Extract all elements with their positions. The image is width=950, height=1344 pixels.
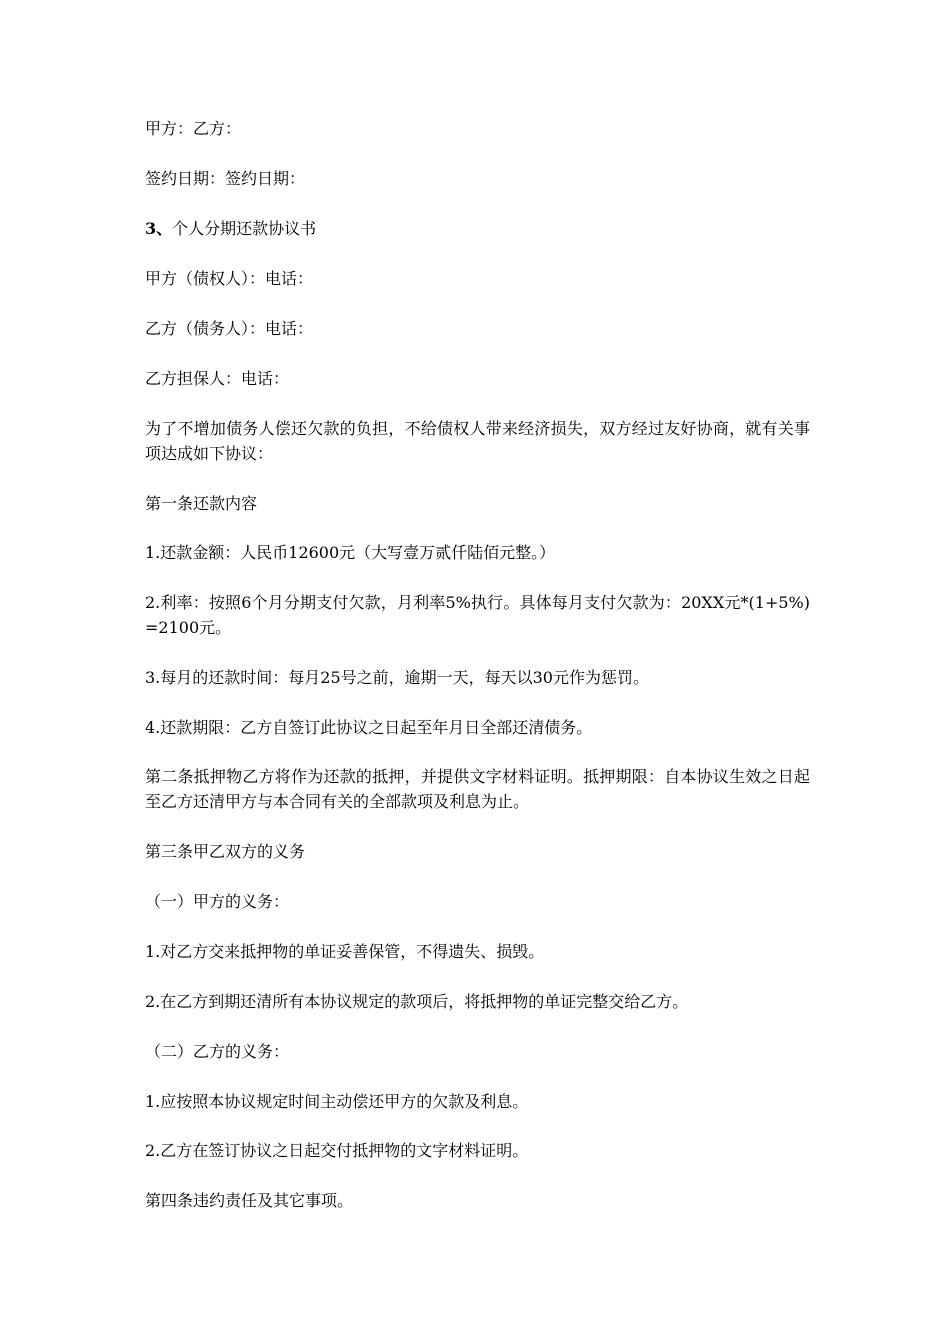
party-line: 甲方：乙方：: [145, 119, 242, 138]
document-page: [145, 0, 810, 1344]
guarantor-line: 乙方担保人：电话：: [145, 369, 290, 388]
party-b-duty-2: 2.乙方在签订协议之日起交付抵押物的文字材料证明。: [145, 1141, 529, 1160]
party-a-duty-1: 1.对乙方交来抵押物的单证妥善保管，不得遗失、损毁。: [145, 942, 545, 961]
creditor-line: 甲方（债权人）：电话：: [145, 269, 314, 288]
party-a-duty-2: 2.在乙方到期还清所有本协议规定的款项后，将抵押物的单证完整交给乙方。: [145, 992, 689, 1011]
article-1-item-1: 1.还款金额：人民币12600元（大写壹万贰仟陆佰元整。）: [145, 543, 556, 562]
section-number: 3、: [145, 219, 173, 238]
debtor-line: 乙方（债务人）：电话：: [145, 319, 314, 338]
signing-date-line: 签约日期：签约日期：: [145, 169, 306, 188]
article-2-paragraph: 第二条抵押物乙方将作为还款的抵押，并提供文字材料证明。抵押期限：自本协议生效之日起至乙方还清甲方与本合同有关的全部款项及利息为止。: [145, 767, 810, 811]
article-3-heading: 第三条甲乙双方的义务: [145, 842, 306, 861]
party-a-duties-heading: （一）甲方的义务：: [145, 892, 290, 911]
article-1-item-2: 2.利率：按照6个月分期支付欠款，月利率5%执行。具体每月支付欠款为：20XX元*(1+5%)=2100元。: [145, 593, 810, 637]
section-heading: [145, 216, 810, 241]
article-1-item-4: 4.还款期限：乙方自签订此协议之日起至年月日全部还清债务。: [145, 718, 593, 737]
party-b-duties-heading: （二）乙方的义务：: [145, 1042, 290, 1061]
section-title: 个人分期还款协议书: [172, 219, 317, 238]
preamble-paragraph: 为了不增加债务人偿还欠款的负担，不给债权人带来经济损失，双方经过友好协商，就有关事项达成如下协议：: [145, 419, 810, 463]
article-1-item-3: 3.每月的还款时间：每月25号之前，逾期一天，每天以30元作为惩罚。: [145, 668, 649, 687]
article-4-heading: 第四条违约责任及其它事项。: [145, 1191, 354, 1210]
article-1-heading: 第一条还款内容: [145, 494, 258, 513]
party-b-duty-1: 1.应按照本协议规定时间主动偿还甲方的欠款及利息。: [145, 1092, 529, 1111]
